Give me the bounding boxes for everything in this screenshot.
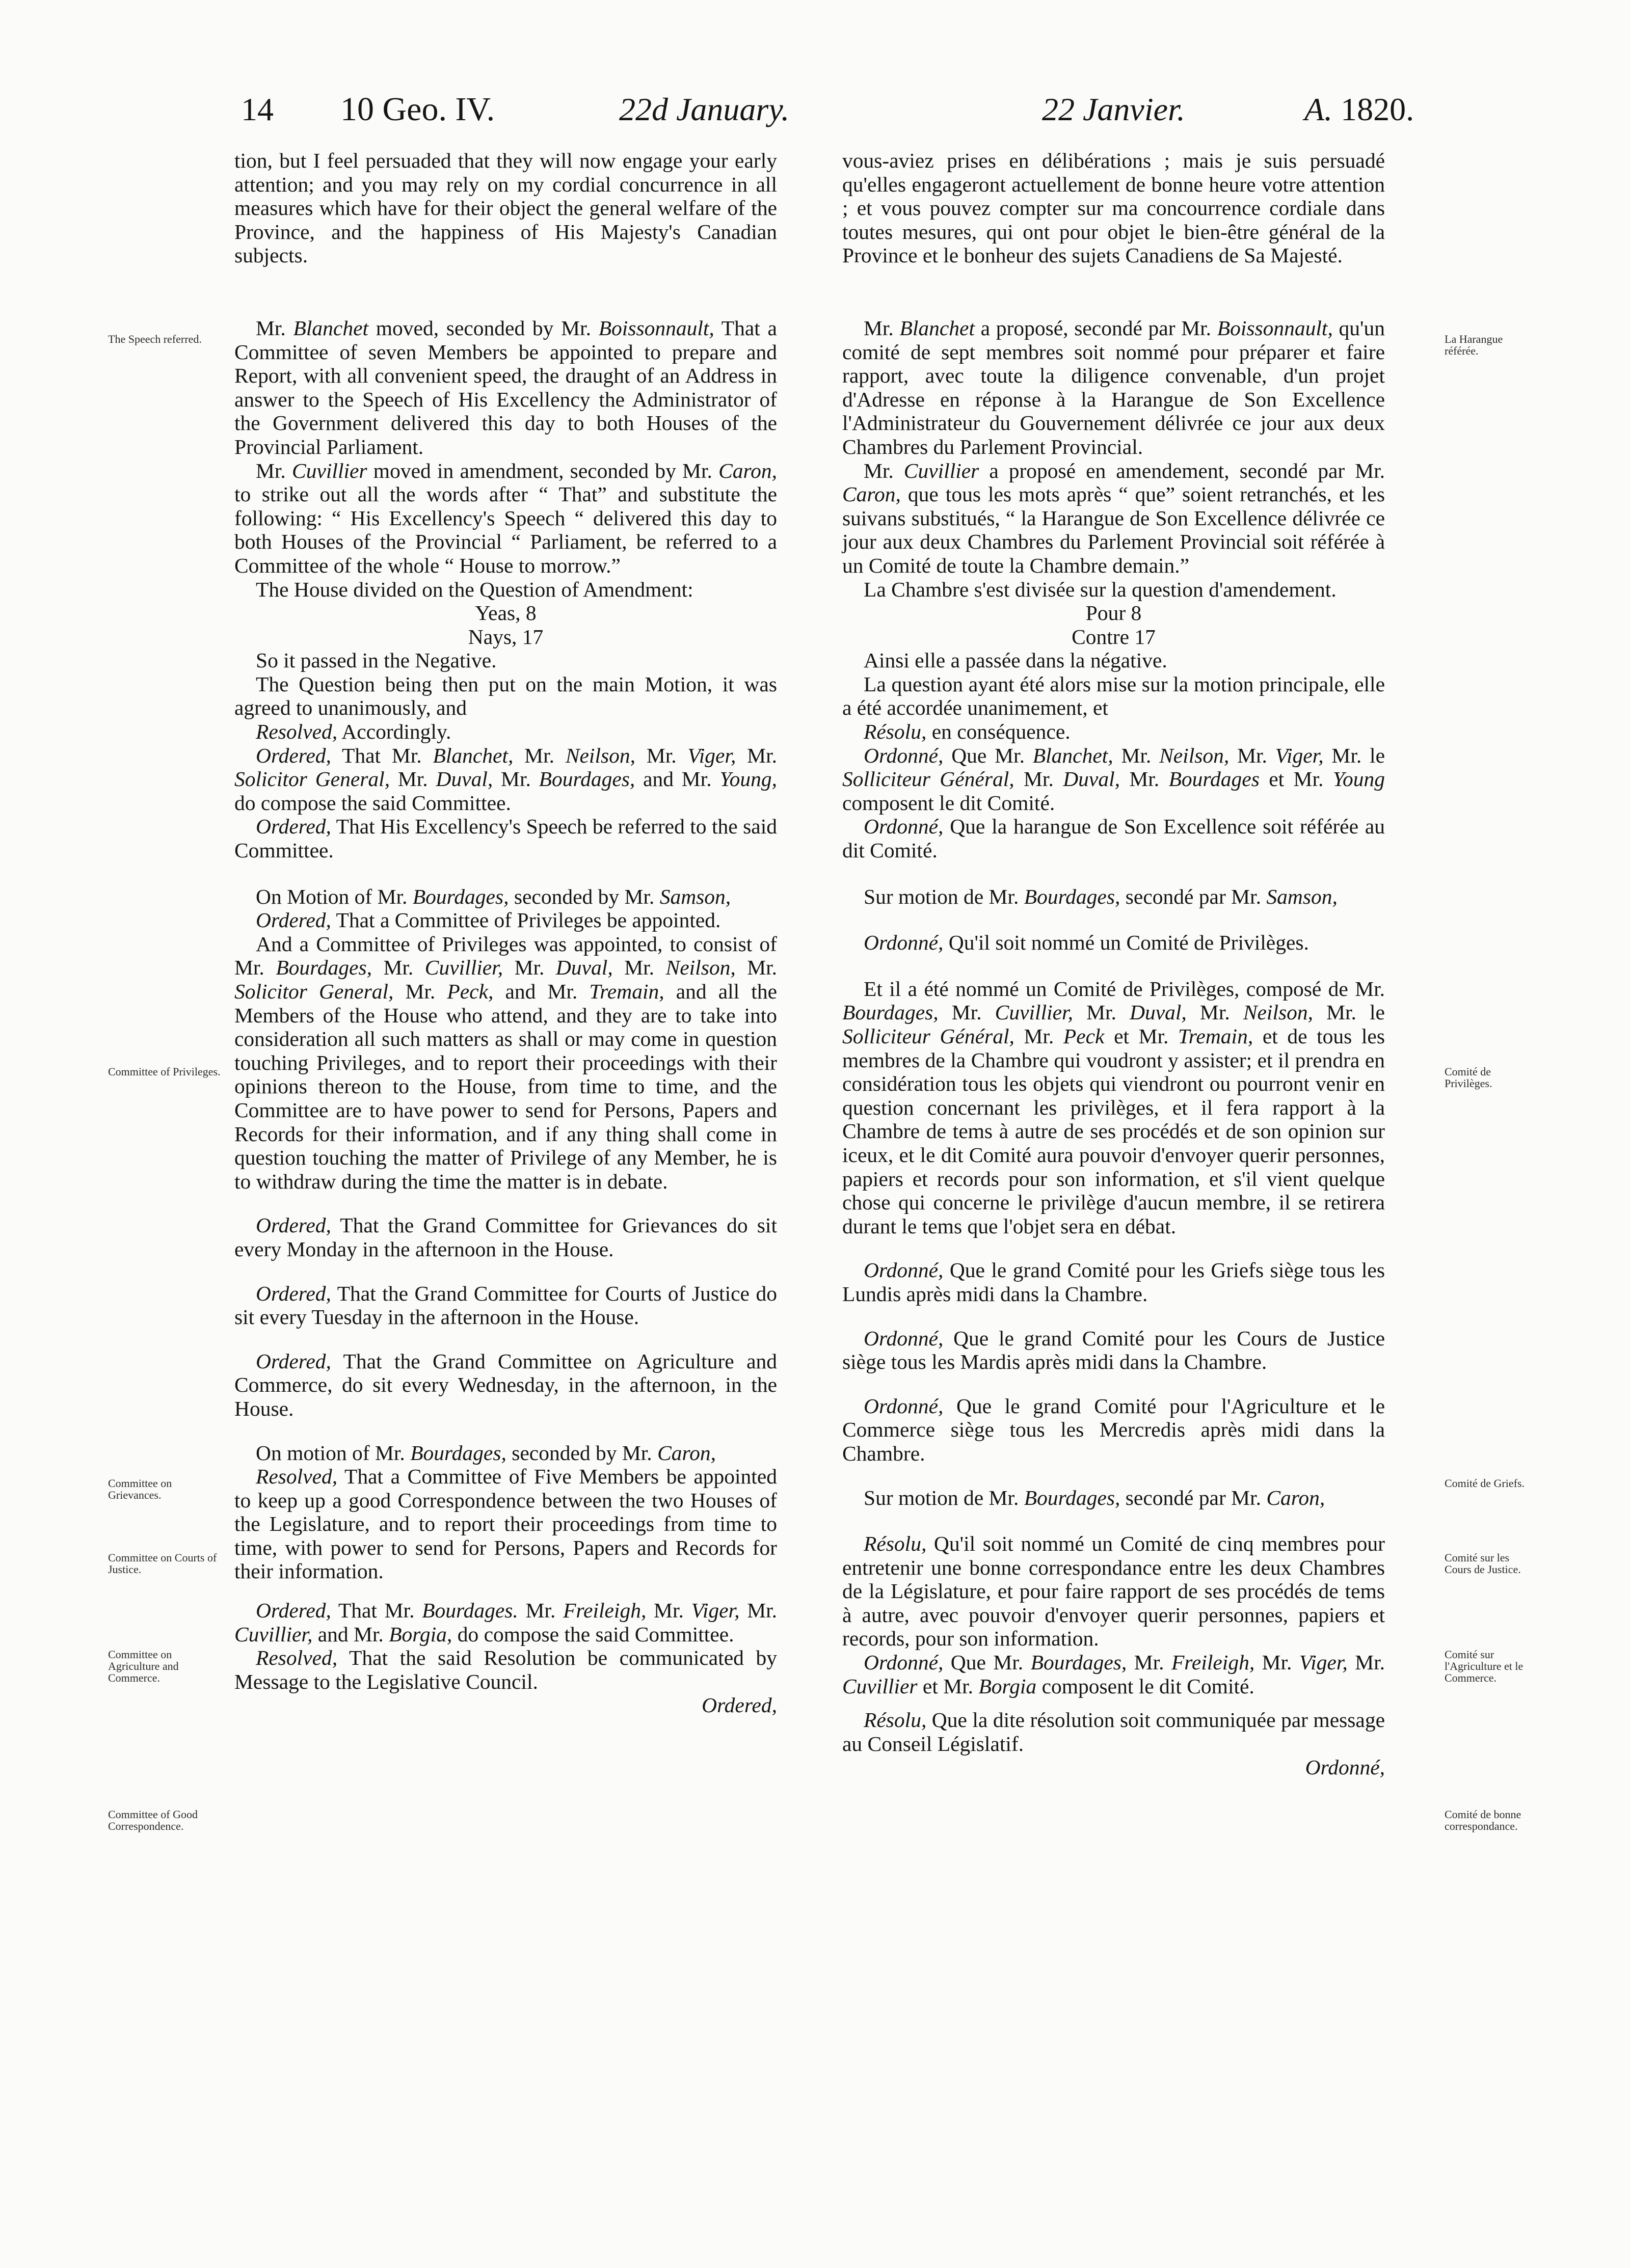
paragraph: vous-aviez prises en délibérations ; mais je suis persuadé qu'elles engageront actuellement de bonne heure votre attention ; et vous pouvez compter sur ma concourrence cordiale dans toutes mesures, qui ont pour objet le bien-être général de la Province et le bonheur des sujets Canadiens de Sa Majesté. xyxy=(842,149,1385,267)
paragraph: Ordonné, Qu'il soit nommé un Comité de Privilèges. xyxy=(864,931,1309,955)
paragraph: And a Committee of Privileges was appointed, to consist of Mr. Bourdages, Mr. Cuvillier, Mr. Duval, Mr. Neilson, Mr. Solicitor General, Mr. Peck, and Mr. Tremain, and all the Members of the House who attend, and they are to take into consideration all such matters as shall or may come in question touching Privileges, and to report their proceedings with their opinions thereon to the House, from time to time, and the Committee are to have power to send for Persons, Papers and Records for their information, and if any thing shall come in question touching the matter of Privilege of any Member, he is to withdraw during the time the matter is in debate. xyxy=(234,932,778,1193)
paragraph: Ordered, That a Committee of Privileges be appointed. xyxy=(256,908,721,932)
date-french: 22 Janvier. xyxy=(1042,91,1185,127)
paragraph: Resolved, Accordingly. xyxy=(256,720,451,744)
paragraph: Mr. Cuvillier a proposé en amendement, secondé par Mr. Caron, que tous les mots après “ que” soient retranchés, et les suivans substitués, “ la Harangue de Son Excellence délivrée ce jour aux deux Chambres du Parlement Provincial soit référée à un Comité de toute la Chambre demain.” xyxy=(842,458,1385,577)
paragraph: Ordonné, Que le grand Comité pour l'Agriculture et le Commerce siège tous les Mercredis après midi dans la Chambre. xyxy=(842,1394,1385,1465)
paragraph: tion, but I feel persuaded that they will now engage your early attention; and you may rely on my cordial concurrence in all measures which have for their object the general welfare of the Province, and the happiness of His Majesty's Canadian subjects. xyxy=(234,149,777,267)
paragraph: Ordered, That Mr. Bourdages. Mr. Freileigh, Mr. Viger, Mr. Cuvillier, and Mr. Borgia, do compose the said Committee. xyxy=(234,1599,778,1646)
paragraph: Ordonné, Que le grand Comité pour les Griefs siège tous les Lundis après midi dans la Chambre. xyxy=(842,1258,1385,1306)
paragraph: Ordonné, Que Mr. Blanchet, Mr. Neilson, Mr. Viger, Mr. le Solliciteur Général, Mr. Duval, Mr. Bourdages et Mr. Young composent le dit Comité. xyxy=(842,743,1385,815)
paragraph: Sur motion de Mr. Bourdages, secondé par Mr. Caron, xyxy=(864,1486,1325,1509)
paragraph: Sur motion de Mr. Bourdages, secondé par Mr. Samson, xyxy=(864,884,1338,908)
paragraph: La Chambre s'est divisée sur la question d'amendement. xyxy=(864,577,1337,601)
margin-note: Comité sur les Cours de Justice. xyxy=(1445,1551,1521,1576)
margin-note: Comité de bonne correspondance. xyxy=(1445,1808,1521,1832)
paragraph: The House divided on the Question of Amendment: xyxy=(256,577,693,601)
paragraph: Ordonné, Que Mr. Bourdages, Mr. Freileigh, Mr. Viger, Mr. Cuvillier et Mr. Borgia composent le dit Comité. xyxy=(842,1651,1385,1698)
vote-contre: Contre 17 xyxy=(1072,625,1156,649)
vote-pour: Pour 8 xyxy=(1085,601,1142,625)
paragraph: Résolu, Que la dite résolution soit communiquée par message au Conseil Législatif. xyxy=(842,1708,1385,1756)
catchword: Ordered, xyxy=(702,1693,777,1717)
regnal-year: 10 Geo. IV. xyxy=(340,91,495,128)
paragraph: Ordered, That His Excellency's Speech be referred to the said Committee. xyxy=(234,815,777,862)
paragraph: Résolu, en conséquence. xyxy=(864,720,1071,744)
catchword: Ordonné, xyxy=(1305,1756,1385,1779)
paragraph: Ordonné, Que la harangue de Son Excellence soit référée au dit Comité. xyxy=(842,815,1385,862)
date-english: 22d January. xyxy=(619,91,790,127)
vote-yeas: Yeas, 8 xyxy=(475,601,537,625)
margin-note: Committee on Courts of Justice. xyxy=(108,1551,217,1576)
paragraph: Resolved, That a Committee of Five Members be appointed to keep up a good Correspondence between the two Houses of the Legislature, and to report their proceedings from time to time, with power to send for Persons, Papers and Records for their information. xyxy=(234,1465,777,1583)
english-column xyxy=(234,149,777,1717)
paragraph: On Motion of Mr. Bourdages, seconded by Mr. Samson, xyxy=(256,884,731,908)
margin-note: Comité de Privilèges. xyxy=(1445,1065,1492,1090)
margin-note: The Speech referred. xyxy=(108,333,202,345)
paragraph: Ordered, That the Grand Committee for Courts of Justice do sit every Tuesday in the afternoon in the House. xyxy=(234,1281,777,1329)
paragraph: Et il a été nommé un Comité de Privilèges, composé de Mr. Bourdages, Mr. Cuvillier, Mr. Duval, Mr. Neilson, Mr. le Solliciteur Général, Mr. Peck et Mr. Tremain, et de tous les membres de la Chambre qui voudront y assister; et il prendra en considération tous les objets qui viendront ou pourront venir en question concernant les privilèges, et il fera rapport à la Chambre de tems à autre de ses procédés et de son opinion sur iceux, et le dit Comité aura pouvoir d'envoyer querir personnes, papiers et records pour son information, et s'il vient quelque chose qui concerne le privilège d'aucun membre, il se retirera durant le tems que l'objet sera en débat. xyxy=(842,977,1385,1238)
french-column xyxy=(842,149,1385,1779)
paragraph: Ordered, That Mr. Blanchet, Mr. Neilson, Mr. Viger, Mr. Solicitor General, Mr. Duval, Mr. Bourdages, and Mr. Young, do compose the said Committee. xyxy=(234,743,778,815)
paragraph: Ordered, That the Grand Committee for Grievances do sit every Monday in the afternoon in the House. xyxy=(234,1213,777,1261)
paragraph: Ainsi elle a passée dans la négative. xyxy=(864,649,1167,672)
margin-note: Committee on Grievances. xyxy=(108,1477,172,1501)
margin-note: Committee on Agriculture and Commerce. xyxy=(108,1648,179,1684)
margin-note: Committee of Privileges. xyxy=(108,1065,221,1078)
paragraph: Ordered, That the Grand Committee on Agriculture and Commerce, do sit every Wednesday, in the afternoon, in the House. xyxy=(234,1349,777,1420)
margin-note: Comité sur l'Agriculture et le Commerce. xyxy=(1445,1648,1524,1684)
margin-note: Comité de Griefs. xyxy=(1445,1477,1525,1490)
margin-note: La Harangue référée. xyxy=(1445,333,1503,357)
paragraph: Mr. Blanchet moved, seconded by Mr. Boissonnault, That a Committee of seven Members be appointed to prepare and Report, with all convenient speed, the draught of an Address in answer to the Speech of His Excellency the Administrator of the Government delivered this day to both Houses of the Provincial Parliament. xyxy=(234,316,777,458)
paragraph: The Question being then put on the main Motion, it was agreed to unanimously, and xyxy=(234,672,777,720)
year: A. 1820. xyxy=(1304,91,1414,127)
paragraph: Résolu, Qu'il soit nommé un Comité de cinq membres pour entretenir une bonne correspondance entre les deux Chambres de la Législature, et pour faire rapport de ses procédés de tems à autre, avec pouvoir d'envoyer querir personnes, papiers et records, pour son information. xyxy=(842,1532,1385,1651)
paragraph: La question ayant été alors mise sur la motion principale, elle a été accordée unanimement, et xyxy=(842,672,1385,720)
paragraph: Resolved, That the said Resolution be communicated by Message to the Legislative Council. xyxy=(234,1646,777,1693)
margin-note: Committee of Good Correspondence. xyxy=(108,1808,198,1832)
paragraph: Mr. Cuvillier moved in amendment, seconded by Mr. Caron, to strike out all the words after “ That” and substitute the following: “ His Excellency's Speech “ delivered this day to both Houses of the Provincial “ Parliament, be referred to a Committee of the whole “ House to morrow.” xyxy=(234,458,777,577)
page-number: 14 xyxy=(241,91,274,127)
vote-nays: Nays, 17 xyxy=(468,625,544,649)
paragraph: Mr. Blanchet a proposé, secondé par Mr. Boissonnault, qu'un comité de sept membres soit nommé pour préparer et faire rapport, avec toute la diligence convenable, d'un projet d'Adresse en réponse à la Harangue de Son Excellence l'Administrateur du Gouvernement délivrée ce jour aux deux Chambres du Parlement Provincial. xyxy=(842,316,1385,458)
paragraph: Ordonné, Que le grand Comité pour les Cours de Justice siège tous les Mardis après midi dans la Chambre. xyxy=(842,1326,1385,1374)
paragraph: So it passed in the Negative. xyxy=(256,649,497,672)
paragraph: On motion of Mr. Bourdages, seconded by Mr. Caron, xyxy=(256,1441,716,1465)
